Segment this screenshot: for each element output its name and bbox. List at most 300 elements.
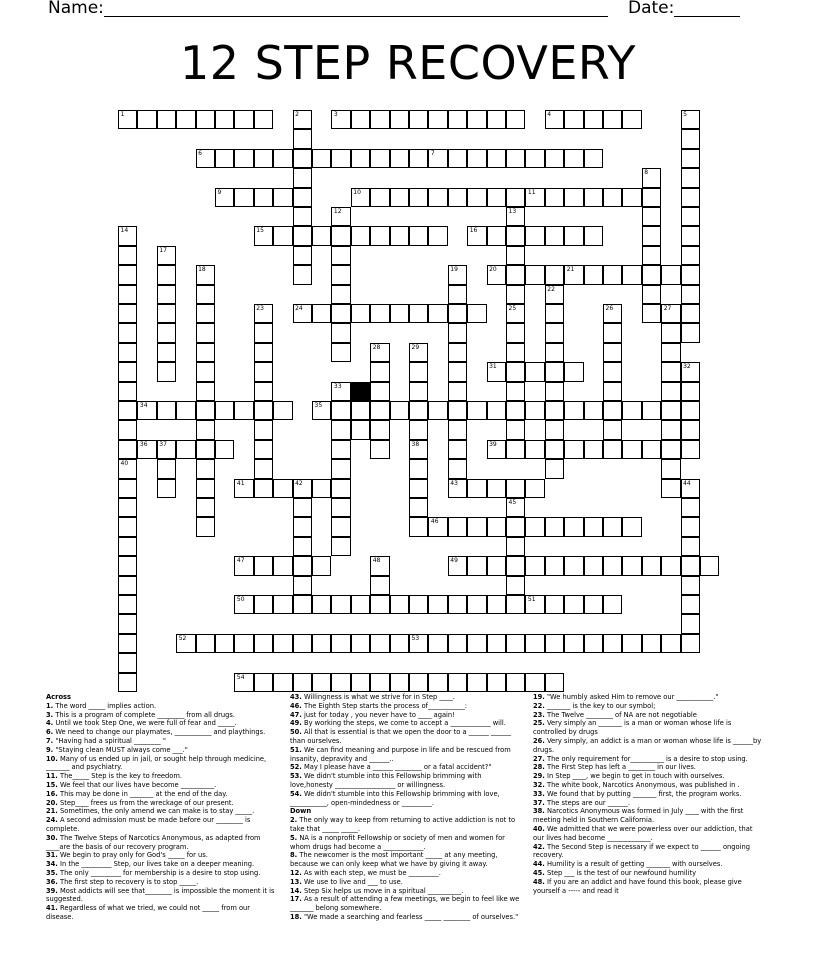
grid-cell[interactable] — [642, 285, 661, 304]
grid-cell[interactable] — [487, 479, 506, 498]
grid-cell[interactable] — [293, 556, 312, 575]
grid-cell[interactable] — [448, 110, 467, 129]
grid-cell[interactable] — [254, 440, 273, 459]
grid-cell[interactable] — [273, 634, 292, 653]
grid-cell[interactable] — [525, 595, 544, 614]
grid-cell[interactable] — [409, 362, 428, 381]
grid-cell[interactable] — [234, 595, 253, 614]
grid-cell[interactable] — [545, 634, 564, 653]
grid-cell[interactable] — [603, 382, 622, 401]
grid-cell[interactable] — [137, 440, 156, 459]
grid-cell[interactable] — [584, 595, 603, 614]
grid-cell[interactable] — [525, 440, 544, 459]
grid-cell[interactable] — [331, 226, 350, 245]
grid-cell[interactable] — [254, 343, 273, 362]
grid-cell[interactable] — [118, 576, 137, 595]
grid-cell[interactable] — [293, 226, 312, 245]
grid-cell[interactable] — [234, 110, 253, 129]
grid-cell[interactable] — [293, 129, 312, 148]
grid-cell[interactable] — [293, 149, 312, 168]
grid-cell[interactable] — [661, 265, 680, 284]
grid-cell[interactable] — [584, 634, 603, 653]
grid-cell[interactable] — [467, 634, 486, 653]
grid-cell[interactable] — [448, 479, 467, 498]
grid-cell[interactable] — [293, 634, 312, 653]
grid-cell[interactable] — [254, 673, 273, 692]
grid-cell[interactable] — [409, 440, 428, 459]
grid-cell[interactable] — [409, 304, 428, 323]
grid-cell[interactable] — [487, 226, 506, 245]
grid-cell[interactable] — [273, 556, 292, 575]
grid-cell[interactable] — [642, 246, 661, 265]
grid-cell[interactable] — [642, 401, 661, 420]
grid-cell[interactable] — [487, 556, 506, 575]
grid-cell[interactable] — [506, 440, 525, 459]
grid-cell[interactable] — [331, 440, 350, 459]
grid-cell[interactable] — [642, 207, 661, 226]
grid-cell[interactable] — [390, 226, 409, 245]
grid-cell[interactable] — [215, 110, 234, 129]
grid-cell[interactable] — [467, 673, 486, 692]
grid-cell[interactable] — [331, 382, 350, 401]
grid-cell[interactable] — [525, 226, 544, 245]
grid-cell[interactable] — [118, 653, 137, 672]
grid-cell[interactable] — [681, 226, 700, 245]
grid-cell[interactable] — [681, 634, 700, 653]
grid-cell[interactable] — [254, 634, 273, 653]
grid-cell[interactable] — [584, 265, 603, 284]
grid-cell[interactable] — [506, 226, 525, 245]
grid-cell[interactable] — [564, 440, 583, 459]
grid-cell[interactable] — [681, 246, 700, 265]
grid-cell[interactable] — [254, 382, 273, 401]
grid-cell[interactable] — [681, 265, 700, 284]
grid-cell[interactable] — [564, 188, 583, 207]
grid-cell[interactable] — [234, 479, 253, 498]
grid-cell[interactable] — [525, 479, 544, 498]
grid-cell[interactable] — [506, 110, 525, 129]
grid-cell[interactable] — [254, 595, 273, 614]
grid-cell[interactable] — [370, 556, 389, 575]
grid-cell[interactable] — [234, 188, 253, 207]
grid-cell[interactable] — [525, 634, 544, 653]
grid-cell[interactable] — [390, 634, 409, 653]
grid-cell[interactable] — [409, 459, 428, 478]
grid-cell[interactable] — [642, 440, 661, 459]
grid-cell[interactable] — [293, 595, 312, 614]
grid-cell[interactable] — [564, 362, 583, 381]
grid-cell[interactable] — [506, 498, 525, 517]
grid-cell[interactable] — [196, 459, 215, 478]
grid-cell[interactable] — [564, 401, 583, 420]
grid-cell[interactable] — [584, 401, 603, 420]
grid-cell[interactable] — [215, 440, 234, 459]
grid-cell[interactable] — [545, 420, 564, 439]
grid-cell[interactable] — [312, 595, 331, 614]
grid-cell[interactable] — [448, 304, 467, 323]
grid-cell[interactable] — [312, 556, 331, 575]
grid-cell[interactable] — [293, 498, 312, 517]
grid-cell[interactable] — [428, 226, 447, 245]
grid-cell[interactable] — [196, 634, 215, 653]
grid-cell[interactable] — [506, 382, 525, 401]
grid-cell[interactable] — [681, 304, 700, 323]
grid-cell[interactable] — [331, 673, 350, 692]
grid-cell[interactable] — [487, 673, 506, 692]
grid-cell[interactable] — [370, 304, 389, 323]
grid-cell[interactable] — [642, 265, 661, 284]
grid-cell[interactable] — [603, 304, 622, 323]
grid-cell[interactable] — [603, 595, 622, 614]
grid-cell[interactable] — [622, 188, 641, 207]
grid-cell[interactable] — [448, 459, 467, 478]
grid-cell[interactable] — [584, 149, 603, 168]
grid-cell[interactable] — [254, 479, 273, 498]
grid-cell[interactable] — [681, 614, 700, 633]
grid-cell[interactable] — [293, 207, 312, 226]
grid-cell[interactable] — [293, 479, 312, 498]
grid-cell[interactable] — [118, 498, 137, 517]
grid-cell[interactable] — [545, 265, 564, 284]
grid-cell[interactable] — [661, 401, 680, 420]
grid-cell[interactable] — [506, 673, 525, 692]
grid-cell[interactable] — [545, 673, 564, 692]
grid-cell[interactable] — [331, 517, 350, 536]
grid-cell[interactable] — [545, 110, 564, 129]
grid-cell[interactable] — [603, 401, 622, 420]
grid-cell[interactable] — [196, 323, 215, 342]
grid-cell[interactable] — [370, 576, 389, 595]
grid-cell[interactable] — [137, 110, 156, 129]
grid-cell[interactable] — [506, 479, 525, 498]
grid-cell[interactable] — [681, 188, 700, 207]
grid-cell[interactable] — [525, 673, 544, 692]
grid-cell[interactable] — [254, 304, 273, 323]
grid-cell[interactable] — [370, 188, 389, 207]
grid-cell[interactable] — [506, 401, 525, 420]
grid-cell[interactable] — [118, 343, 137, 362]
grid-cell[interactable] — [409, 479, 428, 498]
grid-cell[interactable] — [390, 110, 409, 129]
grid-cell[interactable] — [525, 556, 544, 575]
grid-cell[interactable] — [681, 420, 700, 439]
grid-cell[interactable] — [448, 362, 467, 381]
grid-cell[interactable] — [506, 188, 525, 207]
grid-cell[interactable] — [545, 517, 564, 536]
grid-cell[interactable] — [603, 362, 622, 381]
grid-cell[interactable] — [487, 517, 506, 536]
grid-cell[interactable] — [448, 673, 467, 692]
grid-cell[interactable] — [564, 556, 583, 575]
grid-cell[interactable] — [312, 226, 331, 245]
grid-cell[interactable] — [331, 537, 350, 556]
grid-cell[interactable] — [254, 459, 273, 478]
grid-cell[interactable] — [661, 343, 680, 362]
grid-cell[interactable] — [506, 246, 525, 265]
grid-cell[interactable] — [545, 285, 564, 304]
grid-cell[interactable] — [681, 498, 700, 517]
grid-cell[interactable] — [331, 634, 350, 653]
grid-cell[interactable] — [254, 323, 273, 342]
grid-cell[interactable] — [506, 362, 525, 381]
grid-cell[interactable] — [118, 556, 137, 575]
grid-cell[interactable] — [661, 323, 680, 342]
grid-cell[interactable] — [157, 362, 176, 381]
grid-cell[interactable] — [215, 188, 234, 207]
grid-cell[interactable] — [293, 673, 312, 692]
grid-cell[interactable] — [390, 673, 409, 692]
grid-cell[interactable] — [370, 420, 389, 439]
grid-cell[interactable] — [487, 595, 506, 614]
grid-cell[interactable] — [487, 188, 506, 207]
grid-cell[interactable] — [351, 110, 370, 129]
grid-cell[interactable] — [409, 401, 428, 420]
grid-cell[interactable] — [118, 634, 137, 653]
grid-cell[interactable] — [564, 595, 583, 614]
grid-cell[interactable] — [118, 440, 137, 459]
grid-cell[interactable] — [215, 401, 234, 420]
grid-cell[interactable] — [700, 556, 719, 575]
grid-cell[interactable] — [584, 110, 603, 129]
grid-cell[interactable] — [196, 479, 215, 498]
grid-cell[interactable] — [506, 420, 525, 439]
grid-cell[interactable] — [331, 401, 350, 420]
grid-cell[interactable] — [428, 110, 447, 129]
grid-cell[interactable] — [331, 420, 350, 439]
grid-cell[interactable] — [622, 401, 641, 420]
grid-cell[interactable] — [506, 556, 525, 575]
grid-cell[interactable] — [467, 149, 486, 168]
grid-cell[interactable] — [118, 595, 137, 614]
grid-cell[interactable] — [642, 556, 661, 575]
grid-cell[interactable] — [234, 149, 253, 168]
grid-cell[interactable] — [661, 304, 680, 323]
grid-cell[interactable] — [312, 401, 331, 420]
grid-cell[interactable] — [448, 440, 467, 459]
grid-cell[interactable] — [545, 556, 564, 575]
grid-cell[interactable] — [157, 285, 176, 304]
grid-cell[interactable] — [661, 362, 680, 381]
grid-cell[interactable] — [603, 556, 622, 575]
grid-cell[interactable] — [331, 323, 350, 342]
grid-cell[interactable] — [545, 362, 564, 381]
grid-cell[interactable] — [681, 440, 700, 459]
grid-cell[interactable] — [661, 556, 680, 575]
grid-cell[interactable] — [681, 517, 700, 536]
grid-cell[interactable] — [273, 401, 292, 420]
grid-cell[interactable] — [157, 401, 176, 420]
grid-cell[interactable] — [448, 556, 467, 575]
grid-cell[interactable] — [681, 556, 700, 575]
grid-cell[interactable] — [370, 595, 389, 614]
grid-cell[interactable] — [525, 265, 544, 284]
grid-cell[interactable] — [487, 440, 506, 459]
grid-cell[interactable] — [487, 401, 506, 420]
grid-cell[interactable] — [157, 304, 176, 323]
grid-cell[interactable] — [428, 517, 447, 536]
grid-cell[interactable] — [428, 634, 447, 653]
grid-cell[interactable] — [409, 343, 428, 362]
grid-cell[interactable] — [448, 188, 467, 207]
grid-cell[interactable] — [409, 634, 428, 653]
grid-cell[interactable] — [584, 440, 603, 459]
grid-cell[interactable] — [681, 479, 700, 498]
grid-cell[interactable] — [293, 168, 312, 187]
grid-cell[interactable] — [254, 556, 273, 575]
grid-cell[interactable] — [351, 634, 370, 653]
grid-cell[interactable] — [118, 459, 137, 478]
grid-cell[interactable] — [584, 188, 603, 207]
grid-cell[interactable] — [331, 304, 350, 323]
grid-cell[interactable] — [603, 110, 622, 129]
grid-cell[interactable] — [312, 479, 331, 498]
grid-cell[interactable] — [409, 110, 428, 129]
grid-cell[interactable] — [448, 343, 467, 362]
grid-cell[interactable] — [370, 343, 389, 362]
grid-cell[interactable] — [467, 226, 486, 245]
grid-cell[interactable] — [409, 595, 428, 614]
grid-cell[interactable] — [157, 323, 176, 342]
grid-cell[interactable] — [118, 323, 137, 342]
grid-cell[interactable] — [234, 556, 253, 575]
grid-cell[interactable] — [118, 401, 137, 420]
grid-cell[interactable] — [642, 188, 661, 207]
grid-cell[interactable] — [622, 110, 641, 129]
grid-cell[interactable] — [196, 440, 215, 459]
grid-cell[interactable] — [642, 634, 661, 653]
grid-cell[interactable] — [467, 595, 486, 614]
grid-cell[interactable] — [196, 382, 215, 401]
grid-cell[interactable] — [681, 110, 700, 129]
grid-cell[interactable] — [118, 537, 137, 556]
grid-cell[interactable] — [564, 149, 583, 168]
grid-cell[interactable] — [506, 323, 525, 342]
grid-cell[interactable] — [176, 110, 195, 129]
grid-cell[interactable] — [351, 149, 370, 168]
grid-cell[interactable] — [137, 401, 156, 420]
grid-cell[interactable] — [545, 595, 564, 614]
grid-cell[interactable] — [351, 226, 370, 245]
grid-cell[interactable] — [545, 304, 564, 323]
grid-cell[interactable] — [603, 517, 622, 536]
grid-cell[interactable] — [273, 673, 292, 692]
grid-cell[interactable] — [603, 323, 622, 342]
grid-cell[interactable] — [487, 149, 506, 168]
grid-cell[interactable] — [118, 673, 137, 692]
grid-cell[interactable] — [331, 110, 350, 129]
grid-cell[interactable] — [506, 285, 525, 304]
grid-cell[interactable] — [467, 479, 486, 498]
grid-cell[interactable] — [681, 168, 700, 187]
grid-cell[interactable] — [603, 188, 622, 207]
grid-cell[interactable] — [681, 207, 700, 226]
grid-cell[interactable] — [661, 440, 680, 459]
grid-cell[interactable] — [545, 188, 564, 207]
grid-cell[interactable] — [254, 188, 273, 207]
grid-cell[interactable] — [545, 382, 564, 401]
grid-cell[interactable] — [196, 149, 215, 168]
grid-cell[interactable] — [118, 285, 137, 304]
grid-cell[interactable] — [118, 265, 137, 284]
grid-cell[interactable] — [603, 634, 622, 653]
grid-cell[interactable] — [409, 673, 428, 692]
grid-cell[interactable] — [409, 188, 428, 207]
grid-cell[interactable] — [409, 498, 428, 517]
grid-cell[interactable] — [370, 634, 389, 653]
grid-cell[interactable] — [448, 517, 467, 536]
grid-cell[interactable] — [622, 517, 641, 536]
grid-cell[interactable] — [370, 149, 389, 168]
grid-cell[interactable] — [487, 265, 506, 284]
grid-cell[interactable] — [234, 634, 253, 653]
grid-cell[interactable] — [525, 517, 544, 536]
grid-cell[interactable] — [428, 149, 447, 168]
grid-cell[interactable] — [118, 517, 137, 536]
grid-cell[interactable] — [196, 110, 215, 129]
grid-cell[interactable] — [409, 226, 428, 245]
grid-cell[interactable] — [681, 285, 700, 304]
grid-cell[interactable] — [293, 304, 312, 323]
grid-cell[interactable] — [312, 634, 331, 653]
grid-cell[interactable] — [603, 440, 622, 459]
grid-cell[interactable] — [448, 285, 467, 304]
grid-cell[interactable] — [390, 149, 409, 168]
grid-cell[interactable] — [642, 304, 661, 323]
grid-cell[interactable] — [564, 226, 583, 245]
grid-cell[interactable] — [545, 323, 564, 342]
grid-cell[interactable] — [448, 323, 467, 342]
grid-cell[interactable] — [273, 188, 292, 207]
grid-cell[interactable] — [293, 537, 312, 556]
grid-cell[interactable] — [176, 634, 195, 653]
grid-cell[interactable] — [118, 382, 137, 401]
grid-cell[interactable] — [157, 459, 176, 478]
grid-cell[interactable] — [506, 576, 525, 595]
grid-cell[interactable] — [273, 595, 292, 614]
grid-cell[interactable] — [118, 110, 137, 129]
grid-cell[interactable] — [254, 226, 273, 245]
grid-cell[interactable] — [331, 149, 350, 168]
grid-cell[interactable] — [448, 634, 467, 653]
grid-cell[interactable] — [196, 420, 215, 439]
grid-cell[interactable] — [273, 226, 292, 245]
grid-cell[interactable] — [487, 110, 506, 129]
grid-cell[interactable] — [176, 440, 195, 459]
grid-cell[interactable] — [681, 401, 700, 420]
grid-cell[interactable] — [254, 401, 273, 420]
grid-cell[interactable] — [467, 188, 486, 207]
grid-cell[interactable] — [506, 517, 525, 536]
grid-cell[interactable] — [331, 479, 350, 498]
grid-cell[interactable] — [118, 226, 137, 245]
grid-cell[interactable] — [293, 265, 312, 284]
grid-cell[interactable] — [370, 226, 389, 245]
grid-cell[interactable] — [622, 556, 641, 575]
grid-cell[interactable] — [293, 110, 312, 129]
grid-cell[interactable] — [409, 149, 428, 168]
grid-cell[interactable] — [506, 595, 525, 614]
grid-cell[interactable] — [118, 362, 137, 381]
grid-cell[interactable] — [370, 110, 389, 129]
grid-cell[interactable] — [254, 362, 273, 381]
grid-cell[interactable] — [157, 110, 176, 129]
grid-cell[interactable] — [525, 188, 544, 207]
grid-cell[interactable] — [661, 382, 680, 401]
grid-cell[interactable] — [428, 188, 447, 207]
grid-cell[interactable] — [215, 149, 234, 168]
grid-cell[interactable] — [331, 343, 350, 362]
grid-cell[interactable] — [409, 517, 428, 536]
